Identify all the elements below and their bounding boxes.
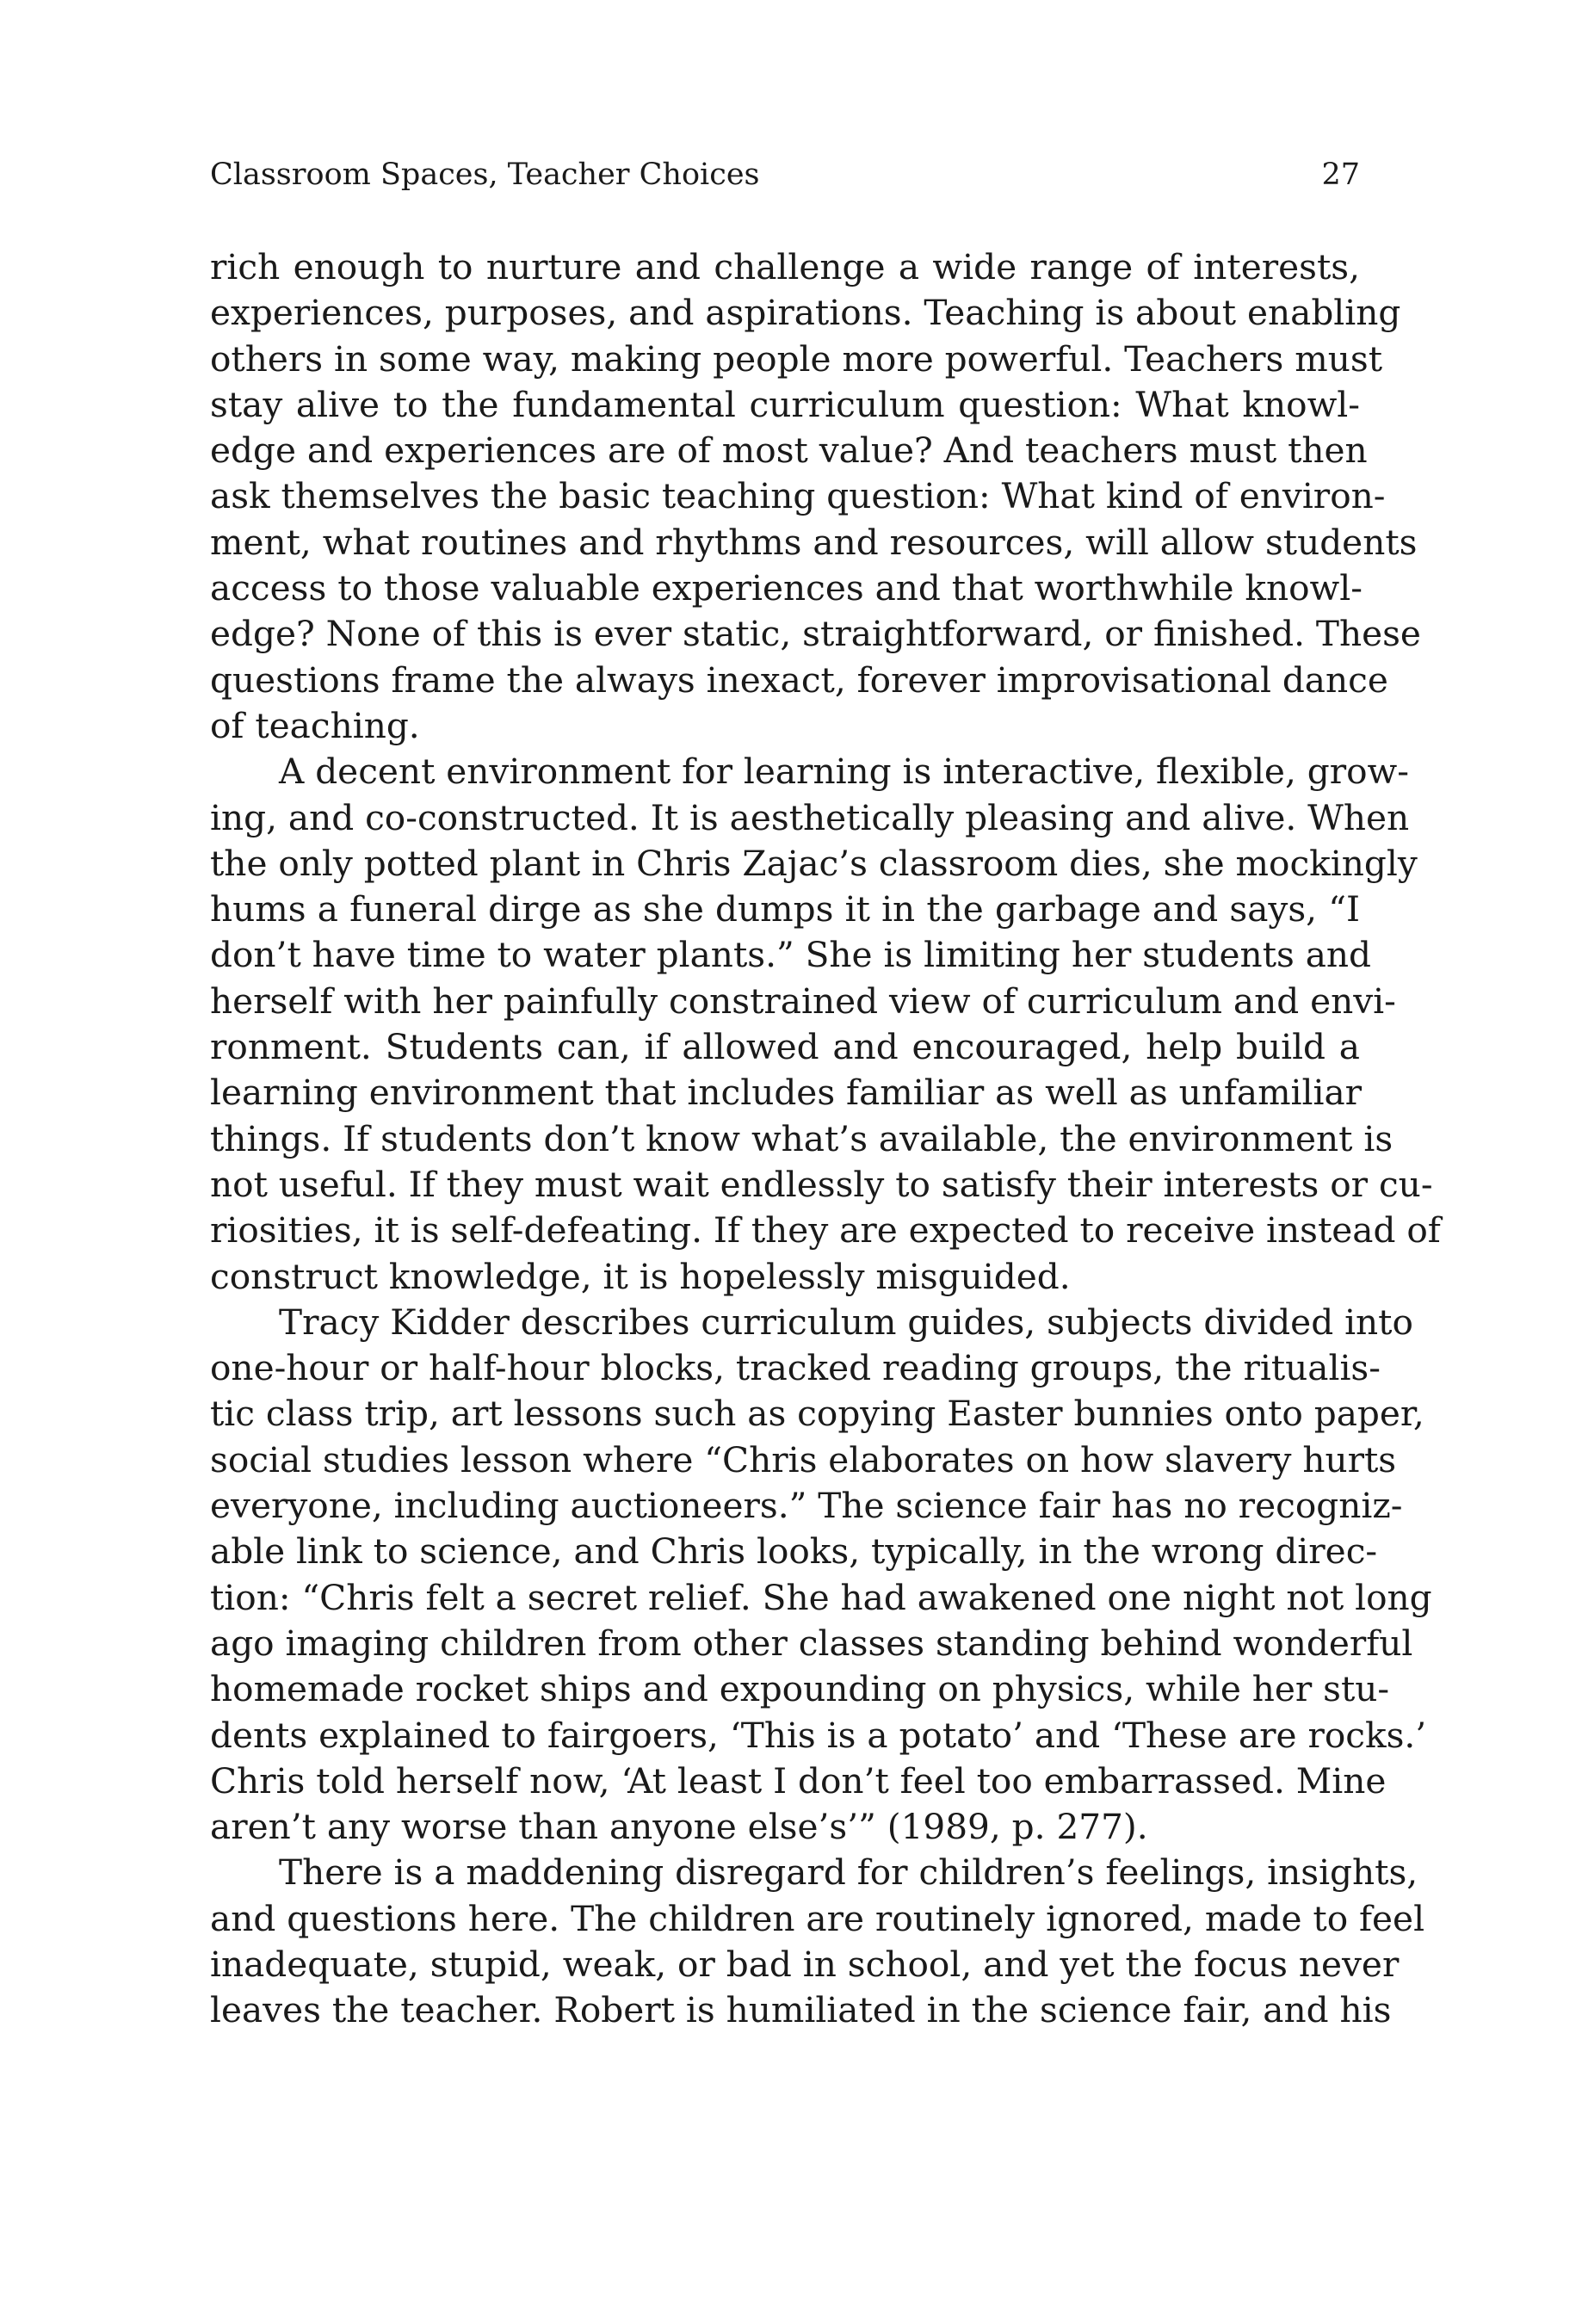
text-line: ronment. Students can, if allowed and encouraged, help build a — [210, 1026, 1360, 1068]
text-line: Chris told herself now, ‘At least I don’t feel too embarrassed. Mine — [210, 1759, 1387, 1802]
text-line: ago imaging children from other classes standing behind wonderful — [210, 1622, 1413, 1664]
text-line: inadequate, stupid, weak, or bad in school, and yet the focus never — [210, 1943, 1400, 1985]
text-line: others in some way, making people more powerful. Teachers must — [210, 337, 1383, 380]
text-line: one-hour or half-hour blocks, tracked reading groups, the ritualis- — [210, 1347, 1381, 1389]
text-line: riosities, it is self-defeating. If they are expected to receive instead of — [210, 1209, 1441, 1252]
text-line: dents explained to fairgoers, ‘This is a potato’ and ‘These are rocks.’ — [210, 1714, 1427, 1756]
text-line: ment, what routines and rhythms and resources, will allow students — [210, 521, 1418, 563]
paragraph — [210, 1300, 1432, 1851]
paragraph — [210, 1850, 1425, 2033]
text-line: access to those valuable experiences and that worthwhile knowl- — [210, 567, 1363, 609]
text-line: things. If students don’t know what’s available, the environment is — [210, 1117, 1394, 1159]
text-line: ask themselves the basic teaching question: What kind of environ- — [210, 475, 1386, 517]
text-line: homemade rocket ships and expounding on physics, while her stu- — [210, 1668, 1390, 1710]
text-line: Tracy Kidder describes curriculum guides, subjects divided into — [279, 1301, 1413, 1343]
text-line: tion: “Chris felt a secret relief. She had awakened one night not long — [210, 1576, 1432, 1618]
text-line: tic class trip, art lessons such as copying Easter bunnies onto paper, — [210, 1393, 1424, 1435]
text-line: edge and experiences are of most value? And teachers must then — [210, 430, 1368, 472]
text-line: ing, and co-constructed. It is aesthetically pleasing and alive. When — [210, 796, 1410, 838]
body-text — [210, 244, 1441, 2034]
paragraph — [210, 749, 1441, 1300]
paragraph — [210, 244, 1421, 749]
text-line: don’t have time to water plants.” She is limiting her students and — [210, 934, 1372, 976]
text-line: stay alive to the fundamental curriculum question: What knowl- — [210, 383, 1360, 425]
text-line: construct knowledge, it is hopelessly misguided. — [210, 1255, 1071, 1297]
text-line: There is a maddening disregard for children’s feelings, insights, — [279, 1851, 1418, 1894]
text-line: edge? None of this is ever static, straightforward, or finished. These — [210, 613, 1421, 655]
page-number: 27 — [1321, 158, 1360, 192]
text-line: rich enough to nurture and challenge a wide range of interests, — [210, 246, 1360, 287]
text-line: learning environment that includes familiar as well as unfamiliar — [210, 1072, 1363, 1114]
text-line: the only potted plant in Chris Zajac’s classroom dies, she mockingly — [210, 842, 1418, 884]
text-line: A decent environment for learning is interactive, flexible, grow- — [279, 751, 1409, 793]
text-line: able link to science, and Chris looks, typically, in the wrong direc- — [210, 1530, 1378, 1573]
running-head-title: Classroom Spaces, Teacher Choices — [210, 158, 760, 192]
text-line: herself with her painfully constrained view of curriculum and envi- — [210, 980, 1396, 1022]
text-line: and questions here. The children are routinely ignored, made to feel — [210, 1897, 1425, 1939]
text-line: everyone, including auctioneers.” The science fair has no recogniz- — [210, 1485, 1403, 1527]
text-line: leaves the teacher. Robert is humiliated in the science fair, and his — [210, 1989, 1392, 2031]
text-line: of teaching. — [210, 704, 420, 746]
text-line: aren’t any worse than anyone else’s’” (1989, p. 277). — [210, 1806, 1148, 1848]
text-line: not useful. If they must wait endlessly to satisfy their interests or cu- — [210, 1163, 1433, 1205]
text-line: questions frame the always inexact, forever improvisational dance — [210, 658, 1388, 701]
text-line: experiences, purposes, and aspirations. Teaching is about enabling — [210, 292, 1401, 334]
text-line: social studies lesson where “Chris elaborates on how slavery hurts — [210, 1438, 1397, 1480]
text-line: hums a funeral dirge as she dumps it in the garbage and says, “I — [210, 888, 1360, 930]
running-head — [210, 153, 1360, 196]
